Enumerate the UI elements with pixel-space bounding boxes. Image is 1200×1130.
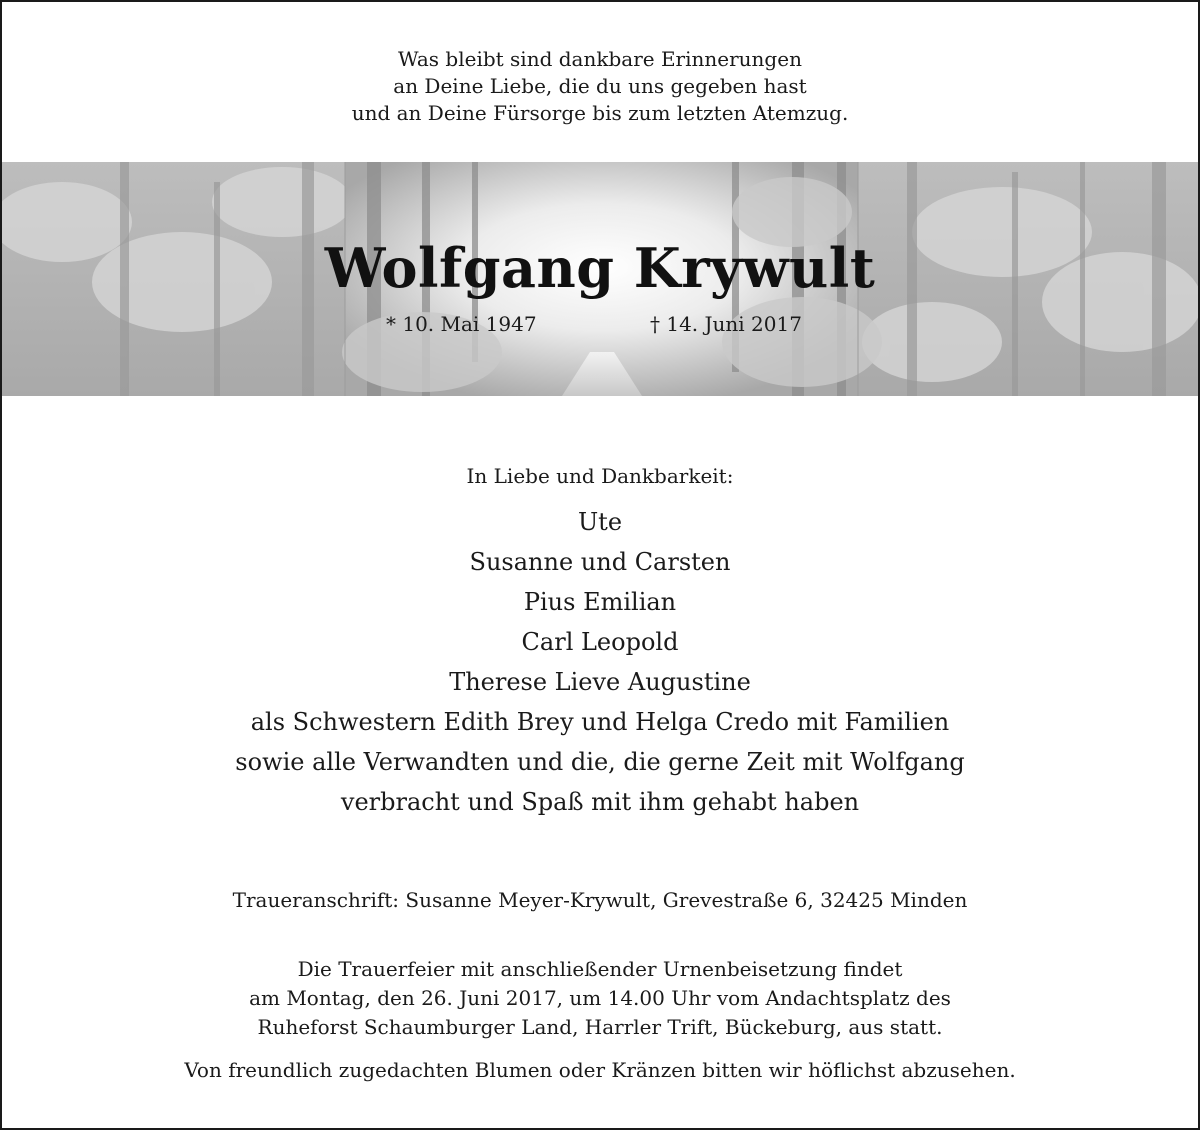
- ceremony-line: am Montag, den 26. Juni 2017, um 14.00 Uhr vom Andachtsplatz des: [249, 986, 951, 1010]
- ceremony-line: Ruheforst Schaumburger Land, Harrler Trift, Bückeburg, aus statt.: [257, 1015, 943, 1039]
- memorial-quote: [2, 46, 1198, 127]
- mourner-line: Ute: [577, 508, 623, 536]
- quote-line: und an Deine Fürsorge bis zum letzten Atemzug.: [351, 101, 849, 125]
- mourner-line: sowie alle Verwandten und die, die gerne Zeit mit Wolfgang: [235, 748, 965, 776]
- mourner-line: Pius Emilian: [523, 588, 677, 616]
- mourner-line: Therese Lieve Augustine: [449, 668, 751, 696]
- mourners-heading: In Liebe und Dankbarkeit:: [466, 464, 734, 488]
- birth-date: * 10. Mai 1947: [386, 312, 537, 336]
- quote-line: Was bleibt sind dankbare Erinnerungen: [398, 47, 802, 71]
- mourner-line: als Schwestern Edith Brey und Helga Credo mit Familien: [250, 708, 950, 736]
- mourning-address: Traueranschrift: Susanne Meyer-Krywult, Grevestraße 6, 32425 Minden: [232, 888, 968, 912]
- death-date: † 14. Juni 2017: [650, 312, 802, 336]
- mourner-line: Susanne und Carsten: [469, 548, 731, 576]
- deceased-name: Wolfgang Krywult: [324, 236, 876, 300]
- mourner-line: verbracht und Spaß mit ihm gehabt haben: [340, 788, 860, 816]
- quote-line: an Deine Liebe, die du uns gegeben hast: [393, 74, 807, 98]
- mourners-list: [2, 502, 1198, 822]
- closing-request: Von freundlich zugedachten Blumen oder Kränzen bitten wir höflichst abzusehen.: [184, 1058, 1016, 1082]
- ceremony-line: Die Trauerfeier mit anschließender Urnenbeisetzung findet: [297, 957, 903, 981]
- ceremony-info: [2, 955, 1198, 1042]
- mourner-line: Carl Leopold: [521, 628, 679, 656]
